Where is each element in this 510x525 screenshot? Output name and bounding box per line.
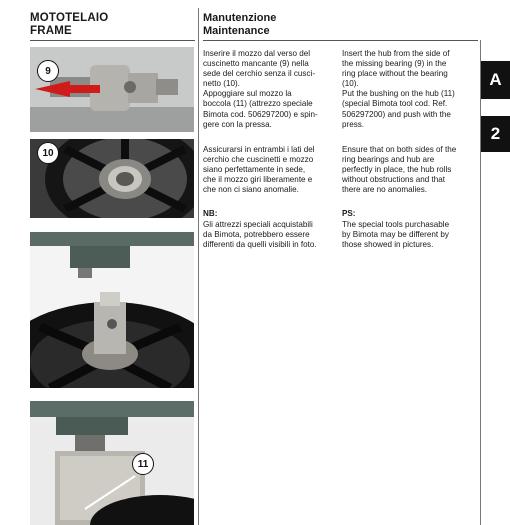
hub-insertion-image <box>30 47 194 132</box>
callout-9: 9 <box>37 60 59 82</box>
photo-bushing-press <box>30 401 194 525</box>
bushing-press-image <box>30 401 194 525</box>
section-title-it: MOTOTELAIO <box>30 12 109 24</box>
column-divider <box>198 8 199 525</box>
header-divider-left <box>30 40 195 41</box>
photo-wheel-rim <box>30 139 194 218</box>
check-text-en: Ensure that on both sides of the ring bearings and hub are perfectly in place, the hub rolls without obstructions and that there are no anomalies. <box>342 145 457 195</box>
photo-hub-insertion <box>30 47 194 132</box>
page-title-it: Manutenzione <box>203 12 277 24</box>
step-text-en: Insert the hub from the side of the missing bearing (9) in the ring place without the bearing (10). Put the bushing on the hub (11) (special Bimota tool cod. Ref. 506297200) and push with the press. <box>342 49 455 129</box>
check-text-it: Assicurarsi in entrambi i lati del cerchio che cuscinetti e mozzo siano perfettamente in sede, che il mozzo giri liberamente e che non ci siano anomalie. <box>203 145 315 195</box>
margin-divider <box>480 40 481 525</box>
hub-in-wheel-image <box>30 232 194 388</box>
callout-10: 10 <box>37 142 59 164</box>
page-title-en: Maintenance <box>203 25 270 37</box>
chapter-tab-a: A <box>481 61 510 99</box>
photo-hub-in-wheel <box>30 232 194 388</box>
step-text-it: Inserire il mozzo dal verso del cuscinetto mancante (9) nella sede del cerchio senza il cusci- netto (10). Appoggiare sul mozzo la boccola (11) (attrezzo speciale Bimota cod. 506297200) e spin- gere con la pressa. <box>203 49 318 129</box>
callout-11: 11 <box>132 453 154 475</box>
header-divider-right <box>203 40 478 41</box>
note-text-it: Gli attrezzi speciali acquistabili da Bimota, potrebbero essere differenti da quelli visibili in foto. <box>203 220 317 250</box>
section-title-en: FRAME <box>30 25 72 37</box>
note-label-en: PS: <box>342 209 356 218</box>
note-text-en: The special tools purchasable by Bimota may be different by those showed in pictures. <box>342 220 450 250</box>
chapter-tab-2: 2 <box>481 116 510 152</box>
note-label-it: NB: <box>203 209 218 218</box>
